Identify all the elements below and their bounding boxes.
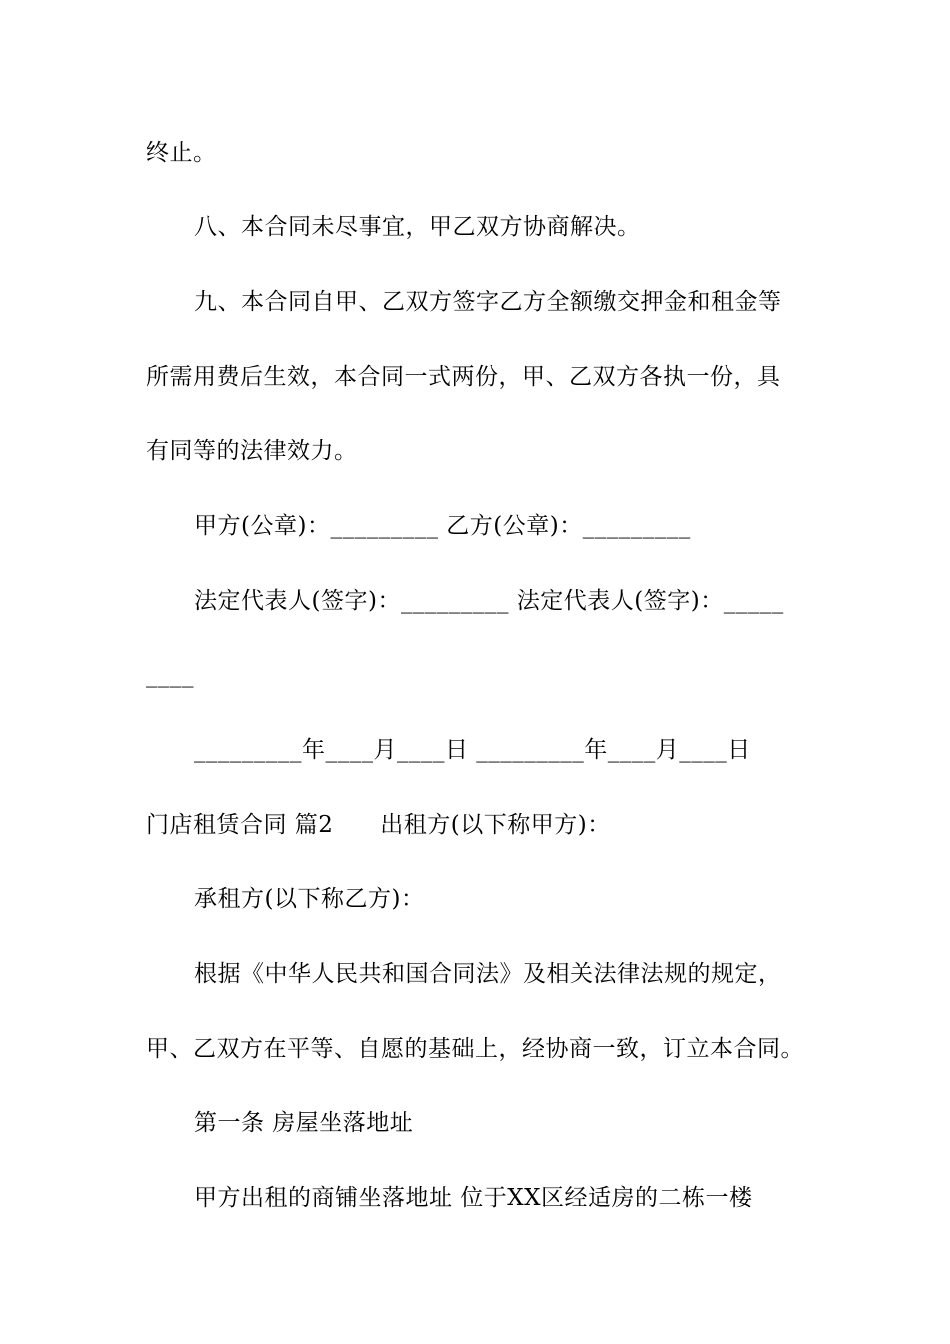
seal-line: 甲方(公章)：_________ 乙方(公章)：_________ [194, 513, 691, 539]
article-1-address: 甲方出租的商铺坐落地址 位于XX区经适房的二栋一楼 [194, 1185, 753, 1211]
section-heading-part-2: 门店租赁合同 篇2 出租方(以下称甲方)： [146, 812, 611, 838]
text-line-termination: 终止。 [146, 140, 217, 166]
clause-9-line-3: 有同等的法律效力。 [146, 438, 358, 464]
lessee-line: 承租方(以下称乙方)： [194, 886, 425, 912]
clause-9-line-1: 九、本合同自甲、乙双方签字乙方全额缴交押金和租金等 [194, 289, 782, 315]
clause-9-line-2: 所需用费后生效，本合同一式两份，甲、乙双方各执一份，具 [146, 364, 781, 390]
article-1-heading: 第一条 房屋坐落地址 [194, 1110, 414, 1136]
legal-basis-line-1: 根据《中华人民共和国合同法》及相关法律法规的规定， [194, 961, 782, 987]
signature-line-continued: ____ [146, 662, 194, 688]
clause-8: 八、本合同未尽事宜，甲乙双方协商解决。 [194, 214, 641, 240]
legal-basis-line-2: 甲、乙双方在平等、自愿的基础上，经协商一致，订立本合同。 [146, 1036, 804, 1062]
signature-line: 法定代表人(签字)：_________ 法定代表人(签字)：_____ [194, 588, 784, 614]
date-line: _________年____月____日 _________年____月____日 [194, 737, 751, 763]
